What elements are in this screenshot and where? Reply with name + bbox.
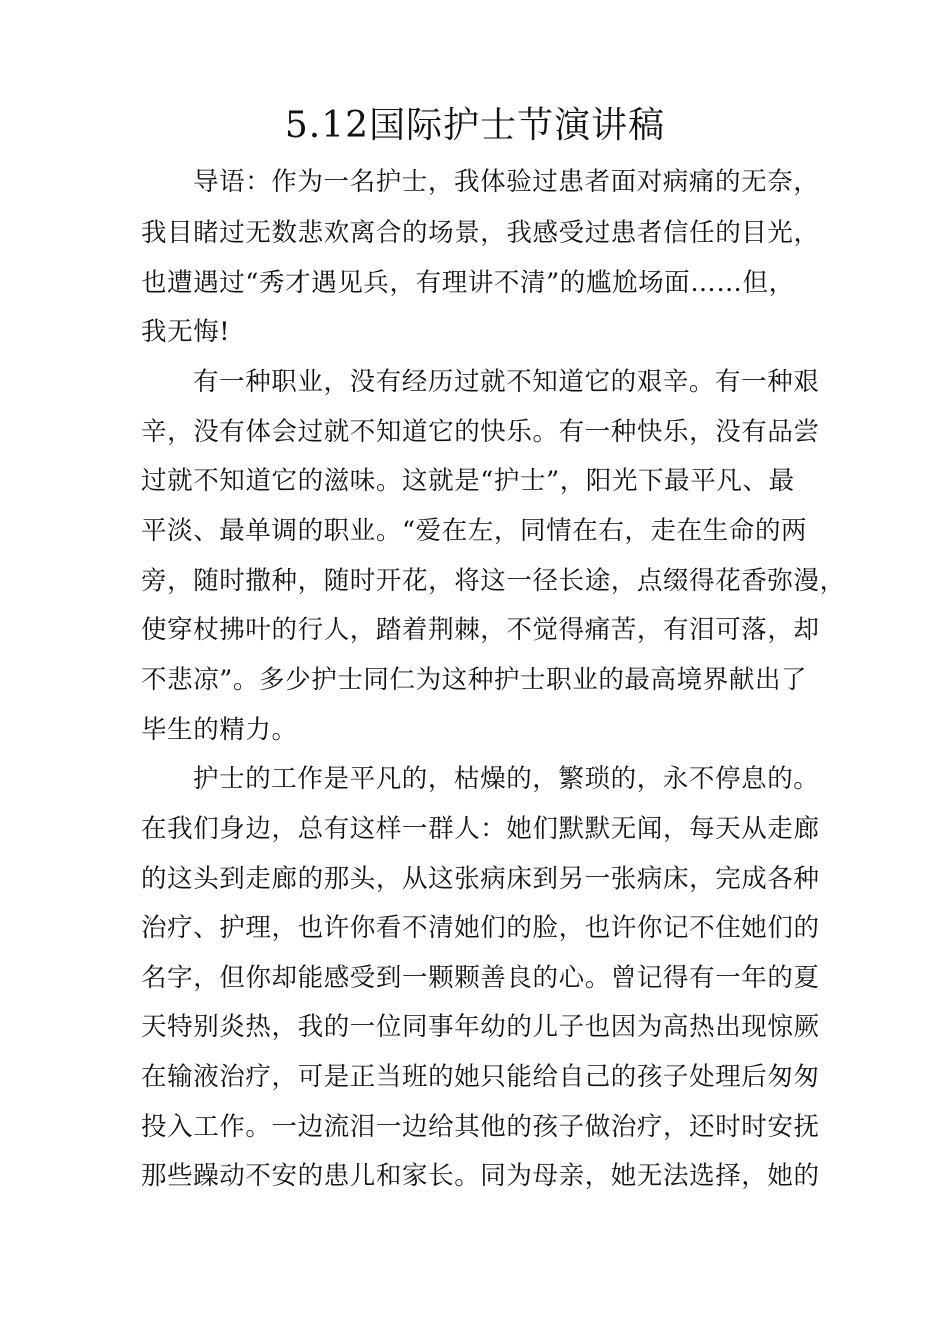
paragraph-3-line-7: 在输液治疗，可是正当班的她只能给自己的孩子处理后匆匆 — [141, 1062, 820, 1092]
paragraph-2-line-3: 过就不知道它的滋味。这就是“护士”，阳光下最平凡、最 — [141, 466, 795, 496]
paragraph-3-line-4: 治疗、护理，也许你看不清她们的脸，也许你记不住她们的 — [141, 913, 820, 943]
paragraph-3-line-3: 的这头到走廊的那头，从这张病床到另一张病床，完成各种 — [141, 864, 820, 894]
paragraph-3-line-1: 护士的工作是平凡的，枯燥的，繁琐的，永不停息的。 — [193, 764, 820, 794]
paragraph-2-line-8: 毕生的精力。 — [141, 715, 298, 745]
paragraph-3-line-8: 投入工作。一边流泪一边给其他的孩子做治疗，还时时安抚 — [141, 1112, 820, 1142]
paragraph-1-line-2: 我目睹过无数悲欢离合的场景，我感受过患者信任的目光， — [141, 218, 820, 248]
paragraph-1-line-1: 导语：作为一名护士，我体验过患者面对病痛的无奈， — [193, 167, 820, 197]
paragraph-2-line-7: 不悲凉”。多少护士同仁为这种护士职业的最高境界献出了 — [141, 665, 808, 695]
paragraph-2-line-1: 有一种职业，没有经历过就不知道它的艰辛。有一种艰 — [193, 367, 820, 397]
paragraph-3-line-9: 那些躁动不安的患儿和家长。同为母亲，她无法选择，她的 — [141, 1161, 820, 1191]
paragraph-3-line-6: 天特别炎热，我的一位同事年幼的儿子也因为高热出现惊厥 — [141, 1012, 820, 1042]
paragraph-2-line-5: 旁，随时撒种，随时开花，将这一径长途，点缀得花香弥漫， — [141, 566, 846, 596]
paragraph-3-line-5: 名字，但你却能感受到一颗颗善良的心。曾记得有一年的夏 — [141, 963, 820, 993]
paragraph-2-line-6: 使穿杖拂叶的行人，踏着荆棘，不觉得痛苦，有泪可落，却 — [141, 615, 820, 645]
paragraph-2-line-2: 辛，没有体会过就不知道它的快乐。有一种快乐，没有品尝 — [141, 417, 820, 447]
paragraph-1-line-4: 我无悔! — [141, 317, 231, 347]
paragraph-1-line-3: 也遭遇过“秀才遇见兵，有理讲不清”的尴尬场面……但， — [141, 268, 795, 298]
page-title: 5.12国际护士节演讲稿 — [284, 105, 666, 146]
paragraph-2-line-4: 平淡、最单调的职业。“爱在左，同情在右，走在生命的两 — [141, 516, 808, 546]
paragraph-3-line-2: 在我们身边，总有这样一群人：她们默默无闻，每天从走廊 — [141, 814, 820, 844]
